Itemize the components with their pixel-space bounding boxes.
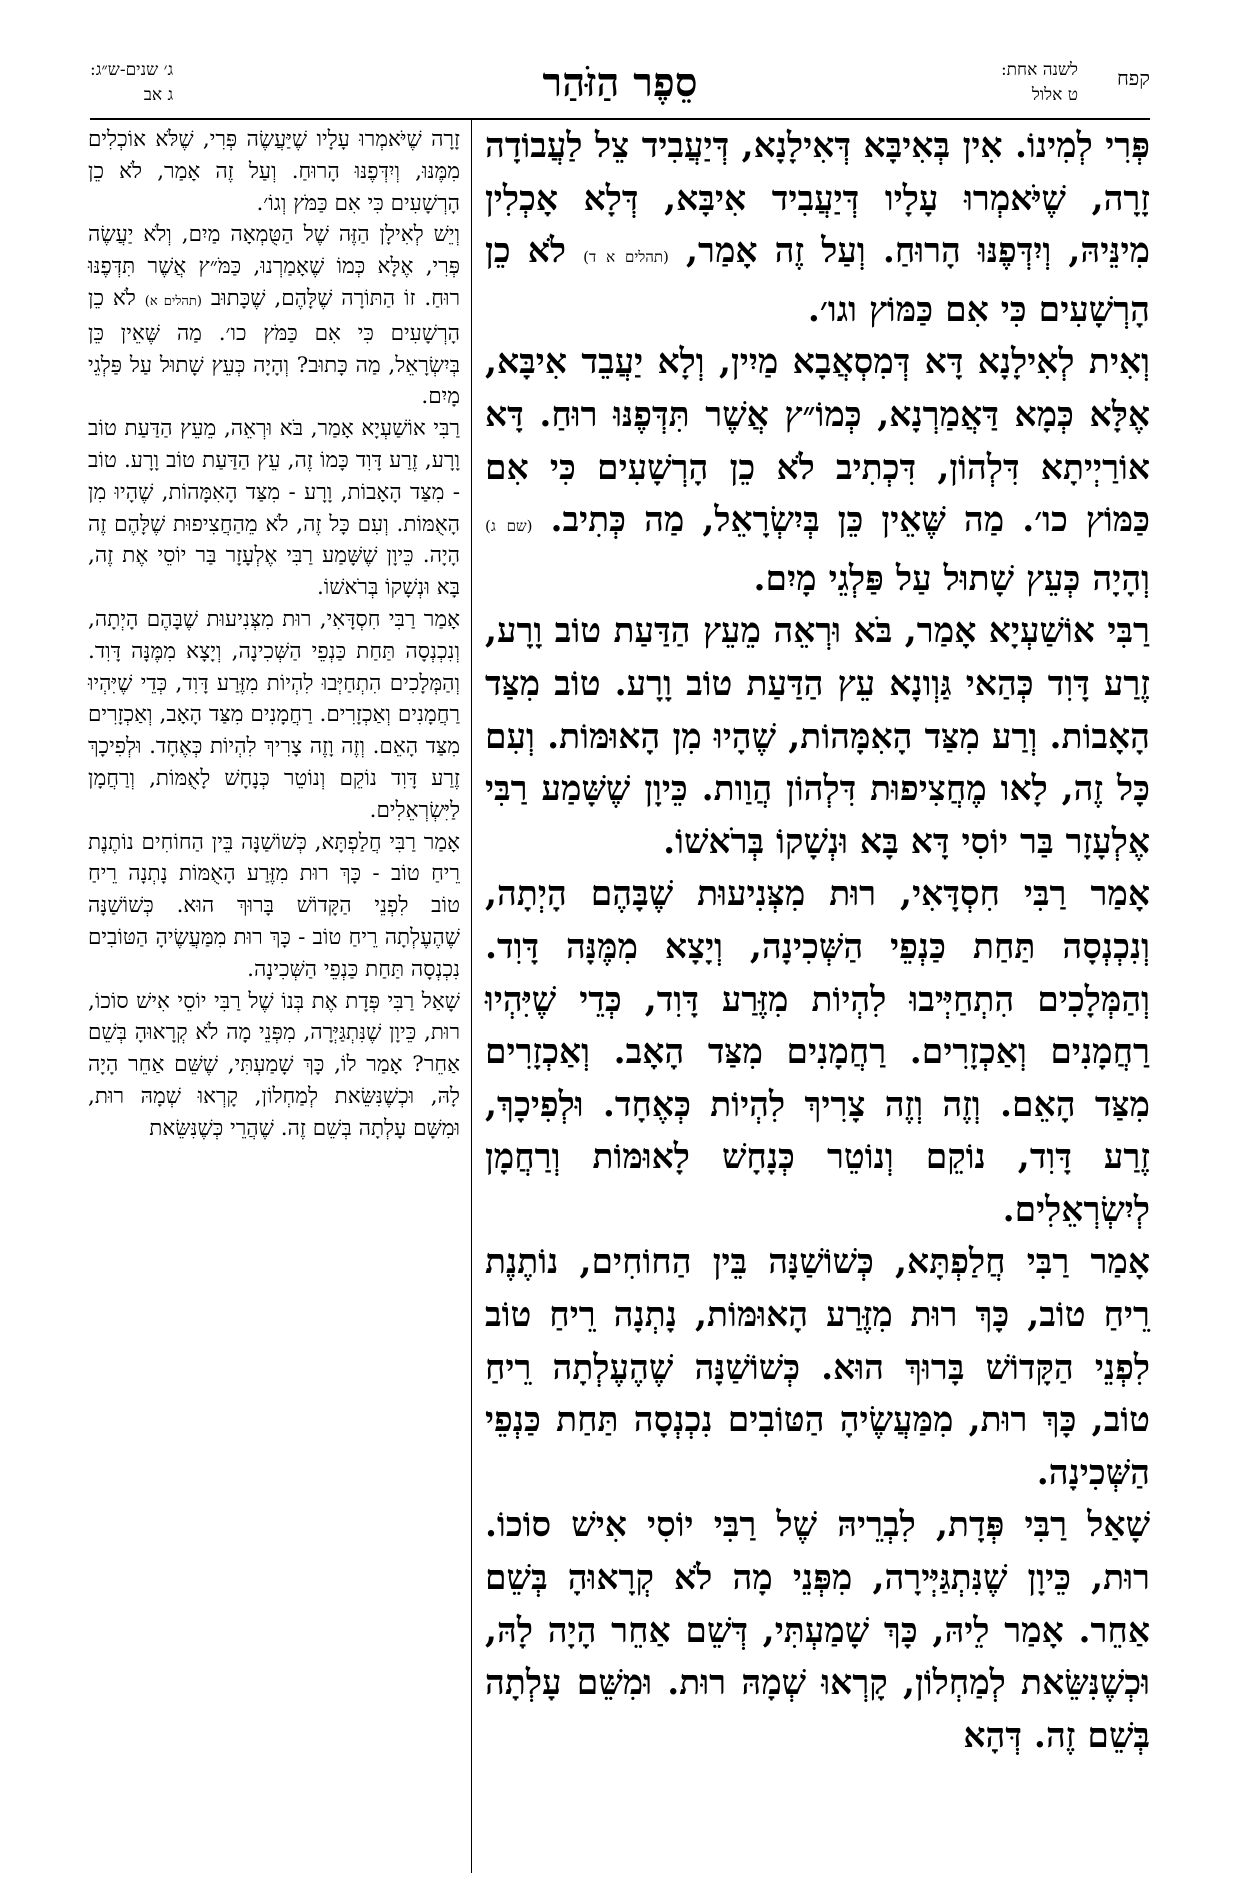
verse-reference: (תהלים א) [144, 293, 202, 309]
translation-paragraph: אָמַר רַבִּי חִסְדָּאִי, רוּת מִצְּנִיעוּת שֶׁבָּהֶם הָיְתָה, וְנִכְנְסָה תַּחַת כַּנְפֵי הַשְּׁכִינָה, וְיָצָא מִמֶּנָּה דָּוִד. וְהַמְּלָכִים הִתְחַיְּבוּ לִהְיוֹת מִזֶּרַע דָּוִד, כְּדֵי שֶׁיִּהְיוּ רַחֲמָנִים וְאַכְזָרִים. רַחֲמָנִים מִצַּד הָאָב, וְאַכְזָרִים מִצַּד הָאֵם. וְזֶה וָזֶה צָרִיךְ לִהְיוֹת כְּאֶחָד. וּלְפִיכָךְ זֶרַע דָּוִד נוֹקֵם וְנוֹטֵר כְּנָחָשׁ לָאֻמּוֹת, וְרַחֲמָן לַיִּשְׂרְאֵלִים. [88, 606, 460, 823]
translation-paragraph: אָמַר רַבִּי חֲלַפְתָּא, כְּשׁוֹשַׁנָּה בֵּין הַחוֹחִים נוֹתֶנֶת רֵיחַ טוֹב - כָּךְ רוּת מִזֶּרַע הָאֻמּוֹת נָתְנָה רֵיחַ טוֹב לִפְנֵי הַקָּדוֹשׁ בָּרוּךְ הוּא. כְּשׁוֹשַׁנָּה שֶׁהֶעֶלְתָה רֵיחַ טוֹב - כָּךְ רוּת מִמַּעֲשֶׂיהָ הַטּוֹבִים נִכְנְסָה תַּחַת כַּנְפֵי הַשְּׁכִינָה. [88, 829, 460, 982]
translation-paragraph: רַבִּי אוֹשַׁעְיָא אָמַר, בֹּא וּרְאֵה, מֵעֵץ הַדַּעַת טוֹב וָרָע, זֶרַע דָּוִד כָּמוֹ זֶה, עֵץ הַדַּעַת טוֹב וָרָע. טוֹב - מִצַּד הָאָבוֹת, וָרָע - מִצַּד הָאִמָּהוֹת, שֶׁהָיוּ מִן הָאֻמּוֹת. וְעִם כָּל זֶה, לֹא מֵהַחֲצִיפוּת שֶׁלָּהֶם זֶה הָיָה. כֵּיוָן שֶׁשָּׁמַע רַבִּי אֶלְעָזָר בַּר יוֹסֵי אֶת זֶה, בָּא וּנְשָׁקוֹ בְּרֹאשׁוֹ. [88, 416, 460, 601]
translation-text: לֹא כֵן הָרְשָׁעִים כִּי אִם כַּמֹּץ כו׳. מַה שֶּׁאֵין כֵּן בְּיִשְׂרָאֵל, מַה כָּתוּב? וְהָיָה כְּעֵץ שָׁתוּל עַל פַּלְגֵי מָיִם. [88, 285, 460, 410]
main-text: לֹא כֵן הָרְשָׁעִים כִּי אִם כַּמּוֹץ וגו׳. [485, 231, 1150, 330]
page-header [90, 58, 1150, 116]
column-divider [471, 118, 472, 1873]
page-number: קפח [1116, 66, 1150, 90]
main-paragraph [485, 336, 1150, 605]
main-text: פְּרִי לְמִינוֹ. אִין בְּאִיבָּא דְּאִילָנָא, דְּיַעֲבִיד צֵל לַעֲבוֹדָה זָרָה, שֶׁיֹּאמְרוּ עָלָיו דְּיַעֲבִיד אִיבָּא, דְּלָא אָכְלִין מִינֵּיהּ, וְיִדְּפֶנּוּ הָרוּחַ. וְעַל זֶה אָמַר, [485, 126, 1150, 272]
schedule-label: לשנה אחת: [1000, 60, 1078, 80]
main-text-column [485, 120, 1150, 1762]
translation-text: וְיֵשׁ לְאִילָן הַזֶּה שֶׁל הַטֻּמְאָה מַיִם, וְלֹא יַעֲשֶׂה פְּרִי, אֶלָּא כְּמוֹ שֶׁאָמַרְנוּ, כַּמֹּ״ץ אֲשֶׁר תִּדְּפֶנּוּ רוּחַ. זוֹ הַתּוֹרָה שֶׁלָּהֶם, שֶׁכָּתוּב [88, 222, 461, 311]
book-title: סֵפֶר הַזֹּהַר [542, 59, 698, 106]
verse-reference: (תהלים א ד) [583, 248, 669, 267]
cycle-date: ג אב [143, 85, 174, 105]
translation-paragraph: שָׁאַל רַבִּי פְּדָת אֶת בְּנוֹ שֶׁל רַבִּי יוֹסֵי אִישׁ סוֹכוֹ, רוּת, כֵּיוָן שֶׁנִּתְגַּיְּרָה, מִפְּנֵי מָה לֹא קְרָאוּהָ בְּשֵׁם אַחֵר? אָמַר לוֹ, כָּךְ שָׁמַעְתִּי, שֶׁשֵּׁם אַחֵר הָיָה לָהּ, וּכְשֶׁנִּשֵּׂאת לְמַחְלוֹן, קָרְאוּ שְׁמָהּ רוּת, וּמִשָּׁם עָלְתָה בְּשֵׁם זֶה. שֶׁהֲרֵי כְּשֶׁנִּשֵּׂאת [88, 988, 460, 1141]
schedule-date: ט אלול [1031, 85, 1078, 105]
translation-paragraph [88, 219, 460, 413]
main-paragraph: אָמַר רַבִּי חִסְדָּאִי, רוּת מִצְּנִיעוּת שֶׁבָּהֶם הָיְתָה, וְנִכְנְסָה תַּחַת כַּנְפֵי הַשְּׁכִינָה, וְיָצָא מִמֶּנָּה דָּוִד. וְהַמְּלָכִים הִתְחַיְּיבוּ לִהְיוֹת מִזֶּרַע דָּוִד, כְּדֵי שֶׁיִּהְיוּ רַחֲמָנִים וְאַכְזָרִים. רַחֲמָנִים מִצַּד הָאָב. וְאַכְזָרִים מִצַּד הָאֵם. וְזֶה וְזֶה צָרִיךְ לִהְיוֹת כְּאֶחָד. וּלְפִיכָךְ, זֶרַע דָּוִד, נוֹקֵם וְנוֹטֵר כְּנָחָשׁ לָאוּמּוֹת וְרַחֲמָן לְיִשְׂרְאֵלִים. [485, 874, 1150, 1230]
three-year-schedule [90, 58, 173, 108]
translation-paragraph: זָרָה שֶׁיֹּאמְרוּ עָלָיו שֶׁיַּעֲשֶׂה פְּרִי, שֶׁלֹּא אוֹכְלִים מִמֶּנּוּ, וְיִדְּפֶנּוּ הָרוּחַ. וְעַל זֶה אָמַר, לֹא כֵן הָרְשָׁעִים כִּי אִם כַּמֹּץ וְגוֹ׳. [88, 127, 460, 216]
verse-reference: (שם ג) [485, 517, 533, 536]
translation-column [88, 124, 460, 1145]
main-text: וְאִית לְאִילָנָא דָּא דְּמִסְאֲבָא מַיִין, וְלָא יַעֲבֵד אִיבָּא, אֶלָּא כְּמָא דַּאֲמַרְנָא, כְּמוֹ״ץ אֲשֶׁר תִּדְּפֶנּוּ רוּחַ. דָּא אוֹרַיְיתָא דִּלְהוֹן, דִּכְתִיב לֹא כֵן הָרְשָׁעִים כִּי אִם כַּמּוֹץ כו׳. מַה שֶּׁאֵין כֵּן בְּיִשְׂרָאֵל, מַה כְּתִיב. [485, 342, 1150, 541]
main-text: וְהָיָה כְּעֵץ שָׁתוּל עַל פַּלְגֵי מָיִם. [753, 558, 1150, 599]
main-paragraph: רַבִּי אוֹשַׁעְיָא אָמַר, בֹּא וּרְאֵה מֵעֵץ הַדַּעַת טוֹב וָרָע, זֶרַע דָּוִד כְּהַאי גַּוְונָא עֵץ הַדַּעַת טוֹב וָרָע. טוֹב מִצַּד הָאָבוֹת. וְרַע מִצַּד הָאִמָּהוֹת, שֶׁהָיוּ מִן הָאוּמּוֹת. וְעִם כָּל זֶה, לָאו מֶחֲצִיפוּת דִּלְהוֹן הֲוַות. כֵּיוָן שֶׁשָּׁמַע רַבִּי אֶלְעָזָר בַּר יוֹסִי דָּא בָּא וּנְשָׁקוֹ בְּרֹאשׁוֹ. [485, 611, 1150, 862]
main-paragraph: אָמַר רַבִּי חֲלַפְתָּא, כְּשׁוֹשַׁנָּה בֵּין הַחוֹחִים, נוֹתֶנֶת רֵיחַ טוֹב, כָּךְ רוּת מִזֶּרַע הָאוּמּוֹת, נָתְנָה רֵיחַ טוֹב לִפְנֵי הַקָּדוֹשׁ בָּרוּךְ הוּא. כְּשׁוֹשַׁנָּה שֶׁהֶעֶלְתָה רֵיחַ טוֹב, כָּךְ רוּת, מִמַּעֲשֶׂיהָ הַטּוֹבִים נִכְנְסָה תַּחַת כַּנְפֵי הַשְּׁכִינָה. [485, 1242, 1150, 1493]
main-paragraph: שָׁאַל רַבִּי פְּדָת, לִבְרֵיהּ שֶׁל רַבִּי יוֹסִי אִישׁ סוֹכוֹ. רוּת, כֵּיוָן שֶׁנִּתְגַּיְּירָה, מִפְּנֵי מָה לֹא קְרָאוּהָ בְּשֵׁם אַחֵר. אָמַר לֵיהּ, כָּךְ שָׁמַעְתִּי, דְּשֵׁם אַחֵר הָיָה לָהּ, וּכְשֶׁנִּשֵּׂאת לְמַחְלוֹן, קָרְאוּ שְׁמָהּ רוּת. וּמִשֵּׁם עָלְתָה בְּשֵׁם זֶה. דְּהָא [485, 1505, 1150, 1756]
cycle-label: ג׳ שנים-ש״ג: [90, 60, 174, 80]
main-paragraph [485, 120, 1150, 336]
